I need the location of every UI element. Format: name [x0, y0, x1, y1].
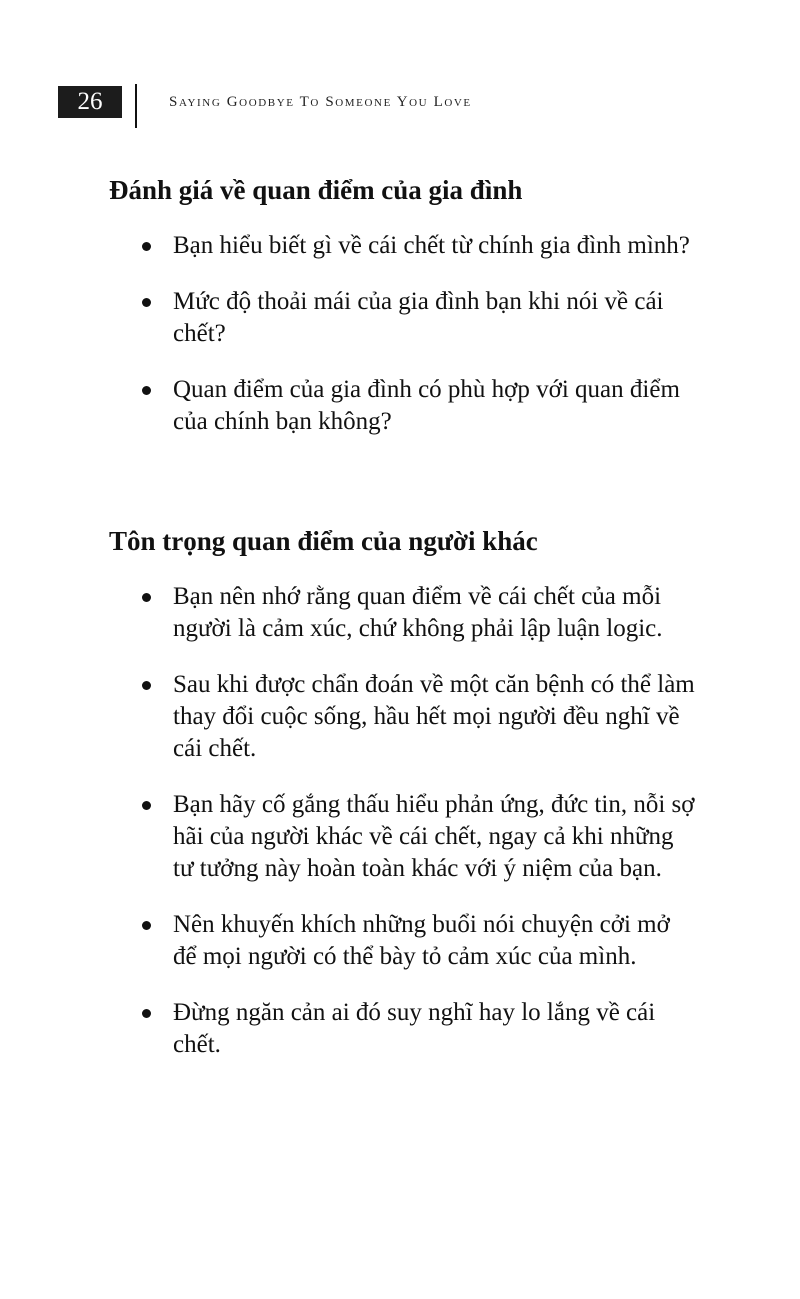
- list-item-text: Quan điểm của gia đình có phù hợp với quan điểm của chính bạn không?: [173, 376, 680, 435]
- list-item-text: Mức độ thoải mái của gia đình bạn khi nói về cái chết?: [173, 288, 664, 347]
- list-item: [138, 286, 698, 350]
- header-divider: [135, 84, 137, 128]
- bullet-icon: [142, 1009, 151, 1018]
- list-item: [138, 789, 698, 885]
- bullet-icon: [142, 298, 151, 307]
- bullet-list-family-views: [138, 230, 698, 462]
- list-item: [138, 374, 698, 438]
- bullet-icon: [142, 681, 151, 690]
- list-item-text: Bạn hãy cố gắng thấu hiểu phản ứng, đức tin, nỗi sợ hãi của người khác về cái chết, ngay cả khi những tư tưởng này hoàn toàn khác với ý niệm của bạn.: [173, 791, 695, 882]
- list-item-text: Nên khuyến khích những buổi nói chuyện cởi mở để mọi người có thể bày tỏ cảm xúc của mình.: [173, 911, 670, 970]
- bullet-list-respect-others: [138, 581, 698, 1085]
- bullet-icon: [142, 801, 151, 810]
- list-item: [138, 669, 698, 765]
- running-title: Saying Goodbye To Someone You Love: [169, 94, 472, 110]
- page-number: 26: [58, 86, 122, 118]
- list-item: [138, 997, 698, 1061]
- bullet-icon: [142, 242, 151, 251]
- list-item: [138, 581, 698, 645]
- section-heading-respect-others: Tôn trọng quan điểm của người khác: [109, 526, 538, 556]
- section-heading-family-views: Đánh giá về quan điểm của gia đình: [109, 175, 523, 205]
- list-item-text: Sau khi được chẩn đoán về một căn bệnh có thể làm thay đổi cuộc sống, hầu hết mọi người đều nghĩ về cái chết.: [173, 671, 695, 762]
- list-item: [138, 230, 698, 262]
- bullet-icon: [142, 921, 151, 930]
- list-item-text: Bạn nên nhớ rằng quan điểm về cái chết của mỗi người là cảm xúc, chứ không phải lập luận logic.: [173, 583, 663, 642]
- page-header: [58, 84, 758, 128]
- list-item: [138, 909, 698, 973]
- bullet-icon: [142, 386, 151, 395]
- bullet-icon: [142, 593, 151, 602]
- list-item-text: Đừng ngăn cản ai đó suy nghĩ hay lo lắng về cái chết.: [173, 999, 656, 1058]
- list-item-text: Bạn hiểu biết gì về cái chết từ chính gia đình mình?: [173, 232, 690, 259]
